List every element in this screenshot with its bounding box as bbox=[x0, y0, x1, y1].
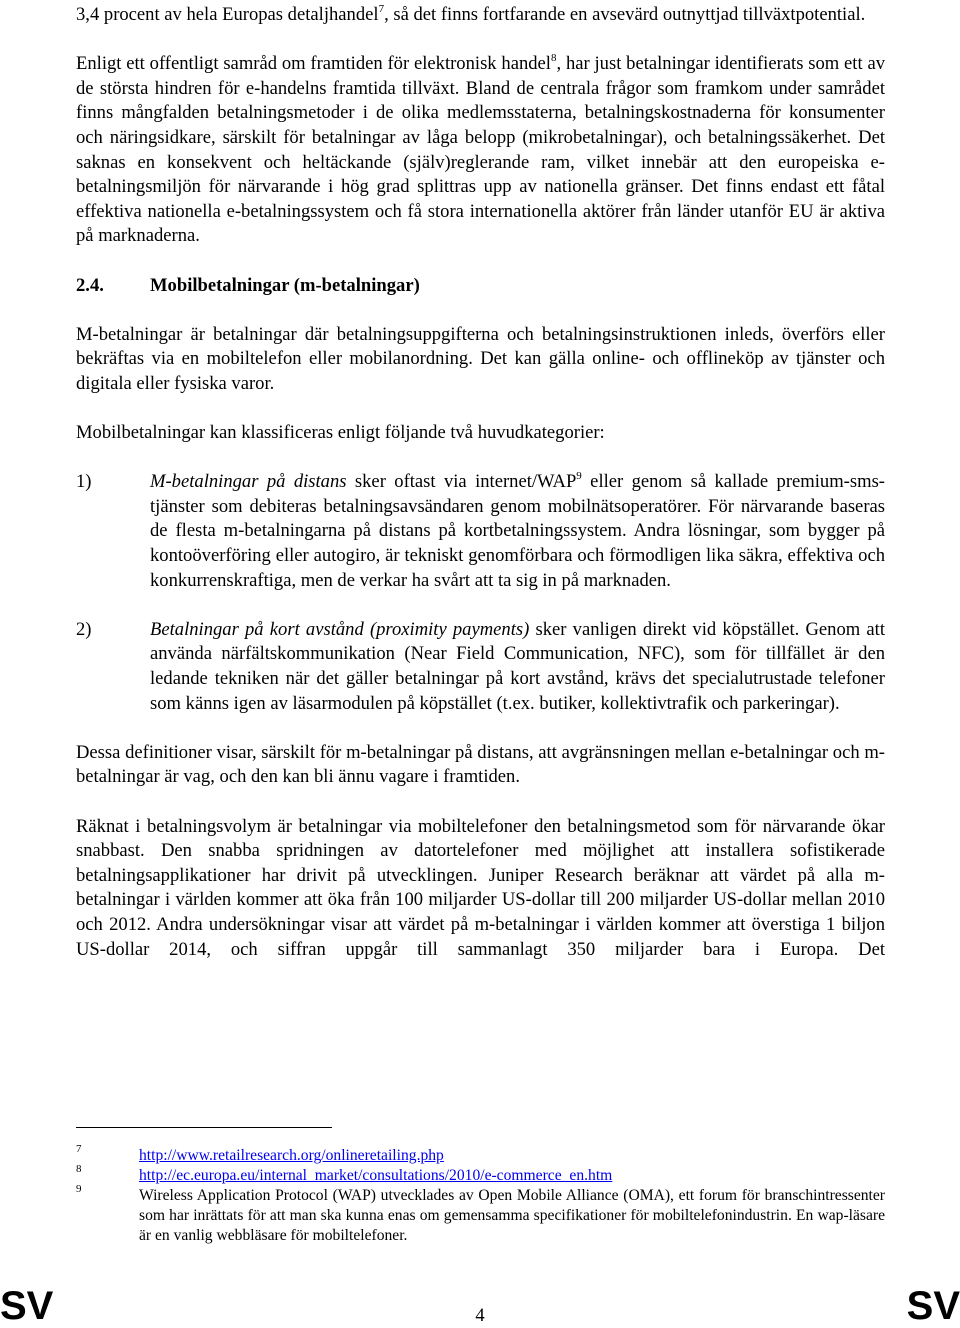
language-label-right: SV bbox=[906, 1284, 960, 1328]
section-number: 2.4. bbox=[76, 274, 104, 296]
list-item-lead: Betalningar på kort avstånd (proximity payments) bbox=[150, 618, 530, 640]
paragraph-2: Enligt ett offentligt samråd om framtiden för elektronisk handel$^8$, har just betalningar identifierats som ett av de största hindren för e-handelns framtida tillväxt. Bland de centrala frågor som framkom under samrådet finns mångfalden betalningsmetoder i de olika medlemsstaterna, betalningskostnaderna för konsumenter och näringsidkare, särskilt för betalningar av låga belopp (mikrobetalningar), och betalningssäkerhet. Det saknas en konsekvent och heltäckande (själv)reglerande ram, vilket innebär att den europeiska e-betalningsmiljön för närvarande i hög grad splittras upp av nationella gränser. Det finns endast ett fåtal effektiva nationella e-betalningssystem och få stora internationella aktörer från länder utanför EU är aktiva på marknaderna. bbox=[76, 52, 885, 247]
footnote-ref-7[interactable]: 7 bbox=[378, 3, 385, 15]
footnote bbox=[76, 1163, 885, 1186]
list-item bbox=[76, 618, 885, 716]
paragraph-5: Dessa definitioner visar, särskilt för m-betalningar på distans, att avgränsningen mellan e-betalningar och m-betalningar är vag, och den kan bli ännu vagare i framtiden. bbox=[76, 741, 885, 788]
paragraph-1: 3,4 procent av hela Europas detaljhandel$^7$, så det finns fortfarande en avsevärd outnyttjad tillväxtpotential. bbox=[76, 3, 866, 25]
footnote-text: Wireless Application Protocol (WAP) utvecklades av Open Mobile Alliance (OMA), ett forum för branschintressenter som har inrättats för att man ska kunna enas om gemensamma specifikationer för mobiltelefonindustrin. En wap-läsare är en vanlig webbläsare för mobiltelefoner. bbox=[139, 1187, 885, 1244]
paragraph-4: Mobilbetalningar kan klassificeras enligt följande två huvudkategorier: bbox=[76, 422, 605, 444]
footnote bbox=[76, 1183, 885, 1246]
paragraph-3: M-betalningar är betalningar där betalningsuppgifterna och betalningsinstruktionen inleds, överförs eller bekräftas via en mobiltelefon eller mobilanordning. Det kan gälla online- och offlineköp av tjänster och digitala eller fysiska varor. bbox=[76, 323, 885, 394]
footnote bbox=[76, 1143, 885, 1166]
main-text bbox=[76, 3, 885, 987]
footnote-link[interactable]: http://ec.europa.eu/internal_market/consultations/2010/e-commerce_en.htm bbox=[139, 1167, 613, 1184]
footnote-ref-9[interactable]: 9 bbox=[576, 470, 582, 483]
list-marker: 1) bbox=[76, 471, 92, 493]
list-item-body: Betalningar på kort avstånd (proximity payments) sker vanligen direkt vid köpstället. Genom att använda närfältskommunikation (Near Field Communication, NFC), som för tillfället är den ledande tekniken när det gäller betalningar på kort avstånd, krävs det specialutrustade telefoner som känns igen av läsarmodulen på köpstället (t.ex. butiker, kollektivtrafik och parkeringar). bbox=[150, 618, 885, 714]
footnote-number: 7 bbox=[76, 1143, 82, 1155]
footnote-number: 8 bbox=[76, 1163, 82, 1175]
page-number: 4 bbox=[475, 1305, 485, 1326]
footnote-number: 9 bbox=[76, 1183, 82, 1195]
paragraph-6: Räknat i betalningsvolym är betalningar via mobiltelefoner den betalningsmetod som för närvarande ökar snabbast. Den snabba spridningen av datortelefoner med möjlighet att installera sofistikerade betalningsapplikationer har drivit på utvecklingen. Juniper Research beräknar att värdet på alla m-betalningar i världen kommer att öka från 100 miljarder US-dollar till 200 miljarder US-dollar mellan 2010 och 2012. Andra undersökningar visar att värdet på m-betalningar i världen kommer att överstiga 1 biljon US-dollar 2014, och siffran uppgår till sammanlagt 350 miljarder bara i Europa. Det bbox=[76, 815, 885, 960]
section-title: Mobilbetalningar (m-betalningar) bbox=[150, 274, 420, 296]
section-heading bbox=[76, 274, 885, 299]
list-item-lead: M-betalningar på distans bbox=[150, 471, 347, 493]
list-marker: 2) bbox=[76, 618, 92, 640]
footnote-separator bbox=[76, 1127, 332, 1128]
list-item bbox=[76, 470, 885, 593]
footnote-link[interactable]: http://www.retailresearch.org/onlineretailing.php bbox=[139, 1147, 444, 1164]
language-label-left: SV bbox=[0, 1284, 54, 1328]
footnotes bbox=[76, 1143, 885, 1246]
list-item-body: M-betalningar på distans sker oftast via internet/WAP$^9$ eller genom så kallade premium-sms-tjänster som debiteras betalningsavsändaren genom mobilnätsoperatörer. För närvarande baseras de flesta m-betalningarna på distans på kortbetalningssystem. Andra lösningar, som bygger på kontoöverföring eller autogiro, är tekniskt genomförbara och förmodligen lika säkra, effektiva och konkurrenskraftiga, men de verkar ha svårt att ta sig in på marknaden. bbox=[150, 470, 885, 591]
footnote-ref-8[interactable]: 8 bbox=[550, 52, 557, 65]
